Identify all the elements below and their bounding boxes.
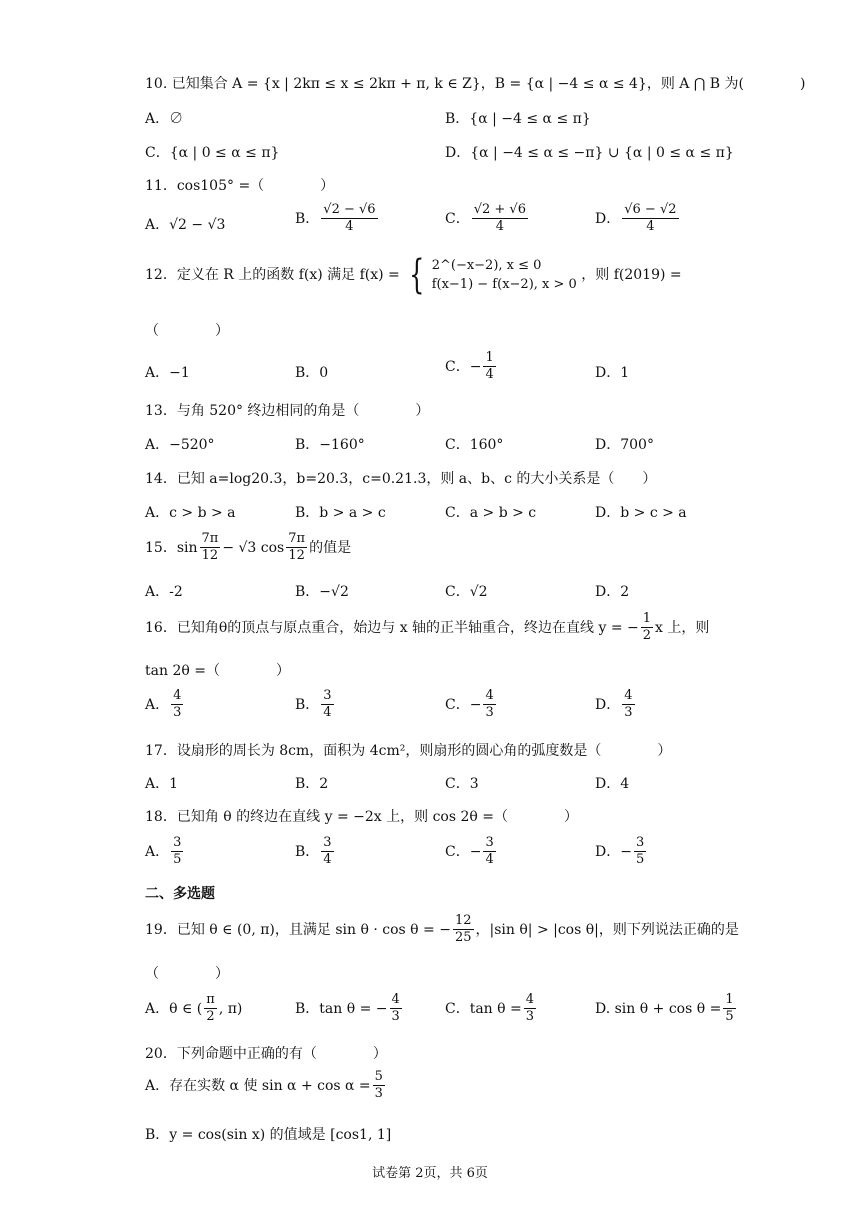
q19-option-b: B．tan θ = − $\frac{4}{3}$ — [295, 992, 400, 1025]
section-title-multi-choice: 二、多选题 — [145, 886, 215, 902]
q18-option-a: A． $\frac{3}{5}$ — [145, 835, 182, 868]
question-15-stem: 15．sin $\frac{7\pi}{12}$ − √3 cos $\frac{7\pi}{12}$ 的值是 — [145, 531, 352, 564]
q20-option-b: B．y = cos(sin x) 的值域是 [cos1, 1] — [145, 1127, 392, 1143]
q11-option-c: C． $\frac{√2 + √6}{4}$ — [445, 202, 526, 235]
q18-option-b: B． $\frac{3}{4}$ — [295, 835, 332, 868]
q10-option-d: D．{α | −4 ≤ α ≤ −π} ∪ {α | 0 ≤ α ≤ π} — [445, 145, 734, 161]
q17-option-d: D．4 — [595, 776, 630, 792]
q12-option-c: C．− $\frac{1}{4}$ — [445, 350, 494, 383]
q15-option-a: A．-2 — [145, 584, 183, 600]
q15-option-d: D．2 — [595, 584, 630, 600]
question-12-stem: 12．定义在 R 上的函数 f(x) 满足 f(x) = { 2^(−x−2), x ≤ 0 f(x−1) − f(x−2), x > 0 ，则 f(2019) = — [145, 252, 682, 298]
question-18-stem: 18．已知角 θ 的终边在直线 y = −2x 上，则 cos 2θ =（ ） — [145, 809, 578, 825]
q11-option-b: B． $\frac{√2 - √6}{4}$ — [295, 202, 376, 235]
question-11-stem: 11．cos105° =（ ） — [145, 178, 335, 194]
q15-option-c: C．√2 — [445, 584, 488, 600]
q19-option-c: C．tan θ = $\frac{4}{3}$ — [445, 992, 535, 1025]
q10-option-c: C．{α | 0 ≤ α ≤ π} — [145, 145, 280, 161]
question-12-paren: （ ） — [145, 323, 229, 339]
q14-option-d: D．b > c > a — [595, 505, 687, 521]
q13-option-b: B．−160° — [295, 437, 365, 453]
q17-option-c: C．3 — [445, 776, 479, 792]
q12-option-a: A．−1 — [145, 365, 190, 381]
q14-option-b: B．b > a > c — [295, 505, 386, 521]
q17-option-b: B．2 — [295, 776, 329, 792]
q12-option-d: D．1 — [595, 365, 630, 381]
q11-option-d: D． $\frac{√6 - √2}{4}$ — [595, 202, 677, 235]
page-footer: 试卷第 2页，共 6页 — [372, 1166, 488, 1181]
question-14-stem: 14．已知 a=log20.3，b=20.3，c=0.21.3，则 a、b、c 的大小关系是（ ） — [145, 471, 657, 487]
question-19-paren: （ ） — [145, 966, 229, 982]
q11-option-a: A．√2 − √3 — [145, 217, 226, 233]
q14-option-c: C．a > b > c — [445, 505, 537, 521]
question-17-stem: 17．设扇形的周长为 8cm，面积为 4cm²，则扇形的圆心角的弧度数是（ ） — [145, 743, 672, 759]
q18-option-d: D．− $\frac{3}{5}$ — [595, 835, 645, 868]
q16-option-a: A． $\frac{4}{3}$ — [145, 688, 182, 721]
question-20-stem: 20．下列命题中正确的有（ ） — [145, 1046, 387, 1062]
q13-option-d: D．700° — [595, 437, 654, 453]
question-16-stem: 16．已知角θ的顶点与原点重合，始边与 x 轴的正半轴重合，终边在直线 y = − $\frac{1}{2}$ x 上，则 — [145, 611, 710, 644]
q13-option-c: C．160° — [445, 437, 504, 453]
q10-option-a: A．∅ — [145, 111, 184, 127]
question-13-stem: 13．与角 520° 终边相同的角是（ ） — [145, 403, 430, 419]
q20-option-a: A．存在实数 α 使 sin α + cos α = $\frac{5}{3}$ — [145, 1069, 383, 1102]
question-19-stem: 19．已知 θ ∈ (0, π)，且满足 sin θ · cos θ = − $\frac{12}{25}$ ，|sin θ| > |cos θ|，则下列说法正确的是 — [145, 913, 739, 946]
q19-option-d: D. sin θ + cos θ = $\frac{1}{5}$ — [595, 992, 734, 1025]
q13-option-a: A．−520° — [145, 437, 215, 453]
q17-option-a: A．1 — [145, 776, 179, 792]
question-16-line2: tan 2θ =（ ） — [145, 663, 290, 679]
q15-option-b: B．−√2 — [295, 584, 349, 600]
q16-option-b: B． $\frac{3}{4}$ — [295, 688, 332, 721]
q14-option-a: A．c > b > a — [145, 505, 236, 521]
question-10-stem: 10. 已知集合 A = {x | 2kπ ≤ x ≤ 2kπ + π, k ∈ Z}，B = {α | −4 ≤ α ≤ 4}，则 A ⋂ B 为( ) — [145, 76, 806, 92]
q18-option-c: C．− $\frac{3}{4}$ — [445, 835, 494, 868]
q16-option-d: D． $\frac{4}{3}$ — [595, 688, 633, 721]
q19-option-a: A．θ ∈ ( $\frac{\pi}{2}$ , π) — [145, 992, 243, 1025]
q16-option-c: C．− $\frac{4}{3}$ — [445, 688, 494, 721]
q10-option-b: B．{α | −4 ≤ α ≤ π} — [445, 111, 591, 127]
q12-option-b: B．0 — [295, 365, 329, 381]
